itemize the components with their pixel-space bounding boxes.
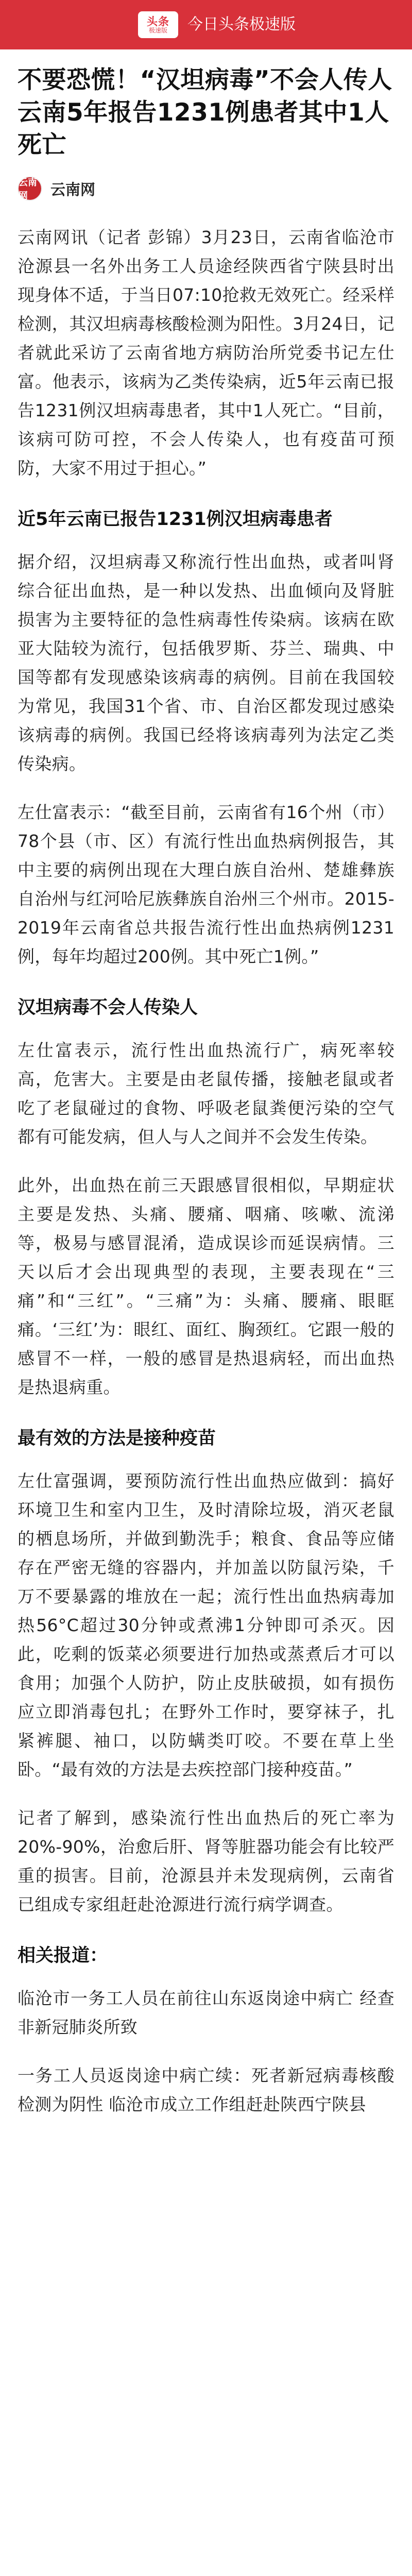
article-body xyxy=(18,223,394,2119)
app-logo-line2: 极速版 xyxy=(148,26,167,34)
app-logo-line1: 头条 xyxy=(147,15,169,28)
top-app-banner xyxy=(0,0,412,49)
article-paragraph: 临沧市一务工人员在前往山东返岗途中病亡 经查非新冠肺炎所致 xyxy=(18,1988,394,2037)
article-title: 不要恐慌！“汉坦病毒”不会人传人 云南5年报告1231例患者其中1人死亡 xyxy=(18,66,392,159)
app-name: 今日头条极速版 xyxy=(187,15,296,33)
app-logo-icon xyxy=(138,11,178,38)
section-heading: 相关报道： xyxy=(18,1945,108,1966)
section-heading: 近5年云南已报告1231例汉坦病毒患者 xyxy=(18,509,333,530)
article-paragraph: 左仕富强调，要预防流行性出血热应做到：搞好环境卫生和室内卫生，及时清除垃圾，消灭老鼠的栖息场所，并做到勤洗手；粮食、食品等应储存在严密无缝的容器内，并加盖以防鼠污染，千万不要暴露的堆放在一起；流行性出血热病毒加热56°C超过30分钟或煮沸1分钟即可杀灭。因此，吃剩的饭菜必须要进行加热或蒸煮后才可以食用；加强个人防护，防止皮肤破损，如有损伤应立即消毒包扎；在野外工作时，要穿袜子，扎紧裤腿、袖口，以防螨类叮咬。不要在草上坐卧。“最有效的方法是去疾控部门接种疫苗。” xyxy=(18,1471,394,1780)
article-paragraph: 此外，出血热在前三天跟感冒很相似，早期症状主要是发热、头痛、腰痛、咽痛、咳嗽、流涕等，极易与感冒混淆，造成误诊而延误病情。三天以后才会出现典型的表现，主要表现在“三痛”和“三红”。“三痛”为：头痛、腰痛、眼眶痛。‘三红’为：眼红、面红、胸颈红。它跟一般的感冒不一样，一般的感冒是热退病轻，而出血热是热退病重。 xyxy=(18,1175,394,1397)
article-paragraph: 左仕富表示：“截至目前，云南省有16个州（市）78个县（市、区）有流行性出血热病例报告，其中主要的病例出现在大理白族自治州、楚雄彝族自治州与红河哈尼族彝族自治州三个州市。2015-2019年云南省总共报告流行性出血热病例1231例，每年均超过200例。其中死亡1例。” xyxy=(18,802,394,967)
section-heading: 最有效的方法是接种疫苗 xyxy=(18,1428,216,1449)
article-paragraph: 一务工人员返岗途中病亡续：死者新冠病毒核酸检测为阴性 临沧市成立工作组赶赴陕西宁陕县 xyxy=(18,2065,394,2114)
article xyxy=(0,49,412,2119)
section-heading: 汉坦病毒不会人传染人 xyxy=(18,997,198,1018)
source-name[interactable]: 云南网 xyxy=(50,180,96,198)
source-avatar[interactable]: 云南网 xyxy=(18,176,42,201)
source-row[interactable] xyxy=(18,174,394,204)
article-paragraph: 左仕富表示，流行性出血热流行广，病死率较高，危害大。主要是由老鼠传播，接触老鼠或者吃了老鼠碰过的食物、呼吸老鼠粪便污染的空气都有可能发病，但人与人之间并不会发生传染。 xyxy=(18,1040,394,1147)
article-paragraph: 记者了解到，感染流行性出血热后的死亡率为20%-90%，治愈后肝、肾等脏器功能会有比较严重的损害。目前，沧源县并未发现病例，云南省已组成专家组赶赴沧源进行流行病学调查。 xyxy=(18,1808,394,1914)
article-paragraph: 云南网讯（记者 彭锦）3月23日，云南省临沧市沧源县一名外出务工人员途经陕西省宁陕县时出现身体不适，于当日07:10抢救无效死亡。经采样检测，其汉坦病毒核酸检测为阳性。3月24日，记者就此采访了云南省地方病防治所党委书记左仕富。他表示，该病为乙类传染病，近5年云南已报告1231例汉坦病毒患者，其中1人死亡。“目前，该病可防可控，不会人传染人，也有疫苗可预防，大家不用过于担心。” xyxy=(18,227,394,478)
article-paragraph: 据介绍，汉坦病毒又称流行性出血热，或者叫肾综合征出血热，是一种以发热、出血倾向及肾脏损害为主要特征的急性病毒性传染病。该病在欧亚大陆较为流行，包括俄罗斯、芬兰、瑞典、中国等都有发现感染该病毒的病例。目前在我国较为常见，我国31个省、市、自治区都发现过感染该病毒的病例。我国已经将该病毒列为法定乙类传染病。 xyxy=(18,552,394,774)
